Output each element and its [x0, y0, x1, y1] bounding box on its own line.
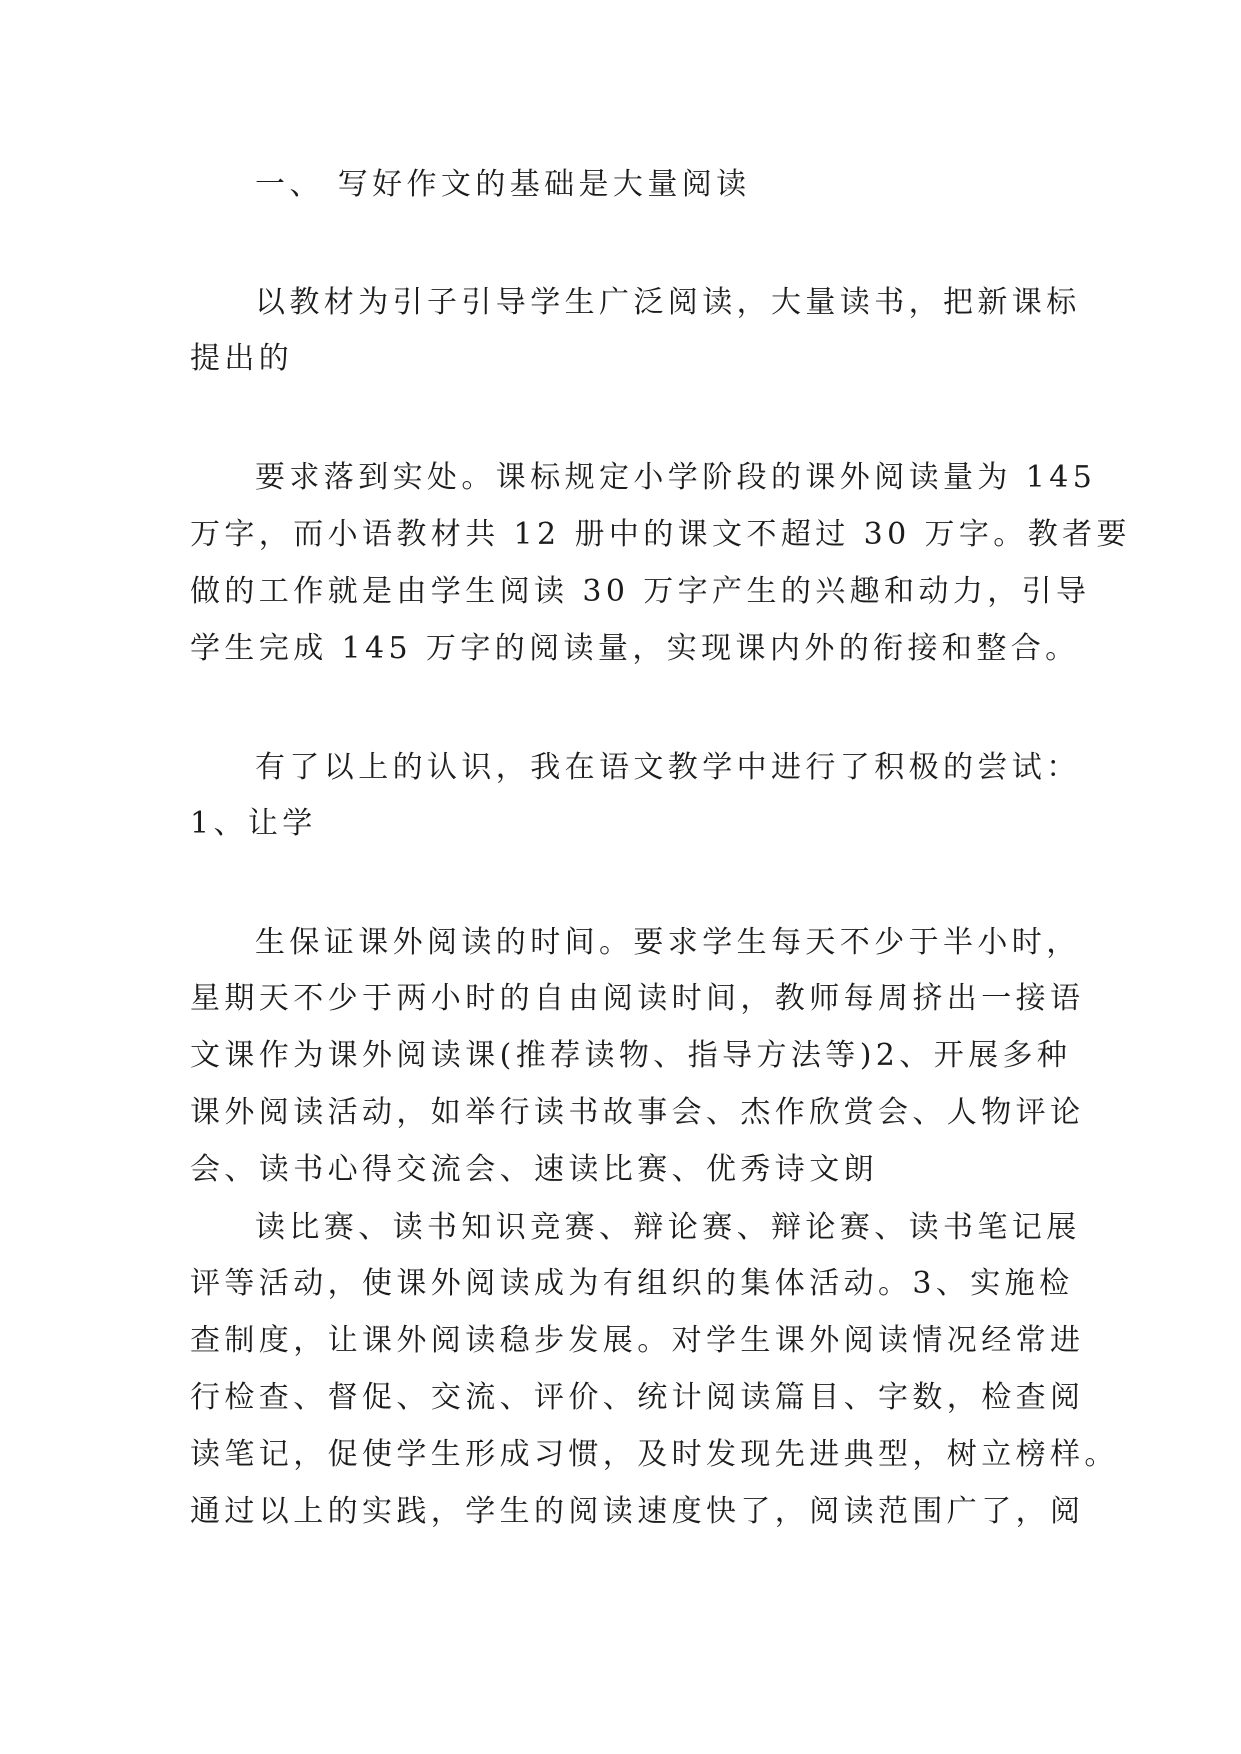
paragraph-2-line-4: 学生完成 145 万字的阅读量，实现课内外的衔接和整合。 [190, 631, 1080, 666]
paragraph-3-line-2: 1、让学 [190, 806, 317, 841]
paragraph-2-line-1: 要求落到实处。课标规定小学阶段的课外阅读量为 145 [255, 460, 1097, 495]
paragraph-4-line-2: 星期天不少于两小时的自由阅读时间，教师每周挤出一接语 [190, 981, 1085, 1016]
paragraph-5-line-2: 评等活动，使课外阅读成为有组织的集体活动。3、实施检 [190, 1266, 1074, 1301]
section-heading: 一、 写好作文的基础是大量阅读 [255, 167, 751, 202]
paragraph-4-line-4: 课外阅读活动，如举行读书故事会、杰作欣赏会、人物评论 [190, 1095, 1085, 1130]
paragraph-4-line-1: 生保证课外阅读的时间。要求学生每天不少于半小时， [255, 925, 1081, 960]
paragraph-5-line-5: 读笔记，促使学生形成习惯，及时发现先进典型，树立榜样。 [190, 1437, 1119, 1472]
paragraph-5-line-4: 行检查、督促、交流、评价、统计阅读篇目、字数，检查阅 [190, 1380, 1085, 1415]
paragraph-3-line-1: 有了以上的认识，我在语文教学中进行了积极的尝试： [255, 750, 1081, 785]
paragraph-2-line-3: 做的工作就是由学生阅读 30 万字产生的兴趣和动力，引导 [190, 574, 1091, 609]
paragraph-2-line-2: 万字，而小语教材共 12 册中的课文不超过 30 万字。教者要 [190, 517, 1131, 552]
paragraph-4-line-5: 会、读书心得交流会、速读比赛、优秀诗文朗 [190, 1152, 878, 1187]
paragraph-1-line-2: 提出的 [190, 341, 294, 376]
paragraph-5-line-1: 读比赛、读书知识竞赛、辩论赛、辩论赛、读书笔记展 [255, 1210, 1081, 1245]
paragraph-4-line-3: 文课作为课外阅读课(推荐读物、指导方法等)2、开展多种 [190, 1038, 1072, 1073]
paragraph-5-line-6: 通过以上的实践，学生的阅读速度快了，阅读范围广了，阅 [190, 1494, 1085, 1529]
paragraph-5-line-3: 查制度，让课外阅读稳步发展。对学生课外阅读情况经常进 [190, 1323, 1085, 1358]
paragraph-1-line-1: 以教材为引子引导学生广泛阅读，大量读书，把新课标 [255, 285, 1081, 320]
